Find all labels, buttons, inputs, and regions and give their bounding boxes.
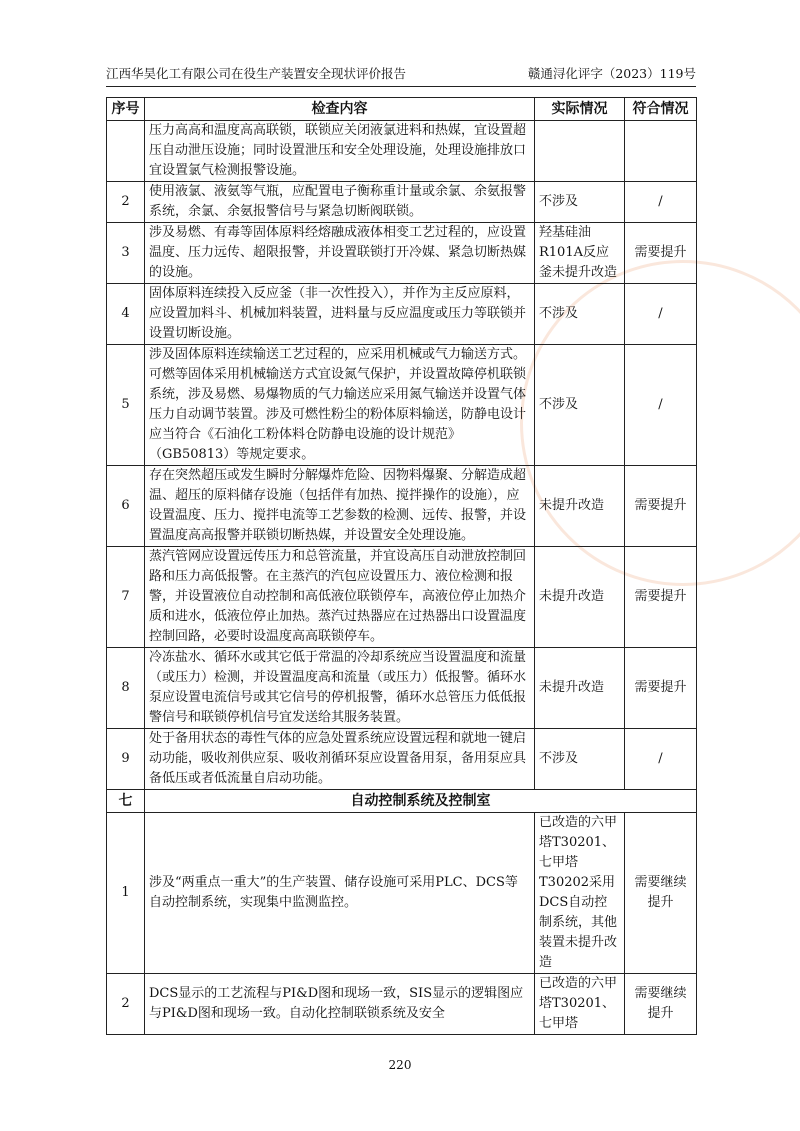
row-actual: 未提升改造 [535,648,625,729]
row-num: 4 [107,284,145,345]
page-number: 220 [388,1058,412,1072]
table-row [107,547,697,648]
row-content: 使用液氯、液氨等气瓶，应配置电子衡称重计量或余氯、余氨报警系统，余氯、余氨报警信号与紧急切断阀联锁。 [145,182,535,223]
row-content: 涉及“两重点一重大”的生产装置、储存设施可采用PLC、DCS等自动控制系统，实现集中监测监控。 [145,813,535,974]
row-status: / [625,182,697,223]
row-actual: 不涉及 [535,729,625,790]
report-number: 赣通浔化评字（2023）119号 [527,66,696,81]
row-actual: 未提升改造 [535,547,625,648]
col-header-actual: 实际情况 [535,98,625,121]
row-content: 存在突然超压或发生瞬时分解爆炸危险、因物料爆聚、分解造成超温、超压的原料储存设施（包括伴有加热、搅拌操作的设施），应设置温度、压力、搅拌电流等工艺参数的检测、远传、报警，并设置温度高高报警并联锁切断热媒，并设置安全处理设施。 [145,466,535,547]
table-row [107,466,697,547]
table-row [107,182,697,223]
col-header-status: 符合情况 [625,98,697,121]
row-status: / [625,345,697,466]
row-status: / [625,729,697,790]
section-num: 七 [107,790,145,813]
row-actual [535,121,625,182]
section-row [107,790,697,813]
row-num: 3 [107,223,145,284]
row-content: 处于备用状态的毒性气体的应急处置系统应设置远程和就地一键启动功能，吸收剂供应泵、吸收剂循环泵应设置备用泵，备用泵应具备低压或者低流量自启动功能。 [145,729,535,790]
section-title: 自动控制系统及控制室 [145,790,697,813]
inspection-table [106,97,697,1035]
row-status: 需要提升 [625,466,697,547]
row-status: 需要继续提升 [625,813,697,974]
table-row [107,284,697,345]
row-content: 固体原料连续投入反应釜（非一次性投入），并作为主反应原料，应设置加料斗、机械加料装置，进料量与反应温度或压力等联锁并设置切断设施。 [145,284,535,345]
row-content: 涉及易燃、有毒等固体原料经熔融成液体相变工艺过程的，应设置温度、压力远传、超限报警，并设置联锁打开冷媒、紧急切断热媒的设施。 [145,223,535,284]
table-row [107,345,697,466]
table-header-row [107,98,697,121]
row-content: 冷冻盐水、循环水或其它低于常温的冷却系统应当设置温度和流量（或压力）检测，并设置温度高和流量（或压力）低报警。循环水泵应设置电流信号或其它信号的停机报警，循环水总管压力低低报警信号和联锁停机信号宜发送给其服务装置。 [145,648,535,729]
report-title: 江西华昊化工有限公司在役生产装置安全现状评价报告 [106,66,407,81]
row-content: 压力高高和温度高高联锁，联锁应关闭液氯进料和热媒，宜设置超压自动泄压设施；同时设置泄压和安全处理设施，处理设施排放口宜设置氯气检测报警设施。 [145,121,535,182]
row-num: 1 [107,813,145,974]
row-actual: 不涉及 [535,345,625,466]
row-status: 需要提升 [625,223,697,284]
row-status: 需要提升 [625,547,697,648]
row-actual: 已改造的六甲塔T30201、七甲塔 [535,974,625,1035]
row-status: / [625,284,697,345]
page-header [106,64,696,87]
row-content: DCS显示的工艺流程与PI&D图和现场一致，SIS显示的逻辑图应与PI&D图和现场一致。自动化控制联锁系统及安全 [145,974,535,1035]
row-status [625,121,697,182]
row-actual: 羟基硅油R101A反应釜未提升改造 [535,223,625,284]
row-actual: 不涉及 [535,284,625,345]
row-status: 需要继续提升 [625,974,697,1035]
col-header-content: 检查内容 [145,98,535,121]
row-num: 2 [107,974,145,1035]
row-num: 2 [107,182,145,223]
table-row [107,121,697,182]
row-actual: 已改造的六甲塔T30201、七甲塔T30202采用DCS自动控制系统，其他装置未提升改造 [535,813,625,974]
table-row [107,813,697,974]
row-content: 涉及固体原料连续输送工艺过程的，应采用机械或气力输送方式。可燃等固体采用机械输送方式宜设氮气保护，并设置故障停机联锁系统，涉及易燃、易爆物质的气力输送应采用氮气输送并设置气体压力自动调节装置。涉及可燃性粉尘的粉体原料输送，防静电设计应当符合《石油化工粉体料仓防静电设施的设计规范》（GB50813）等规定要求。 [145,345,535,466]
row-num: 9 [107,729,145,790]
table-row [107,729,697,790]
table-row [107,223,697,284]
row-num: 6 [107,466,145,547]
row-num: 8 [107,648,145,729]
row-actual: 不涉及 [535,182,625,223]
col-header-num: 序号 [107,98,145,121]
row-num: 7 [107,547,145,648]
row-num [107,121,145,182]
table-row [107,648,697,729]
row-actual: 未提升改造 [535,466,625,547]
row-content: 蒸汽管网应设置远传压力和总管流量，并宜设高压自动泄放控制回路和压力高低报警。在主蒸汽的汽包应设置压力、液位检测和报警，并设置液位自动控制和高低液位联锁停车，高液位停止加热介质和进水，低液位停止加热。蒸汽过热器应在过热器出口设置温度控制回路，必要时设温度高高联锁停车。 [145,547,535,648]
row-status: 需要提升 [625,648,697,729]
table-row [107,974,697,1035]
row-num: 5 [107,345,145,466]
